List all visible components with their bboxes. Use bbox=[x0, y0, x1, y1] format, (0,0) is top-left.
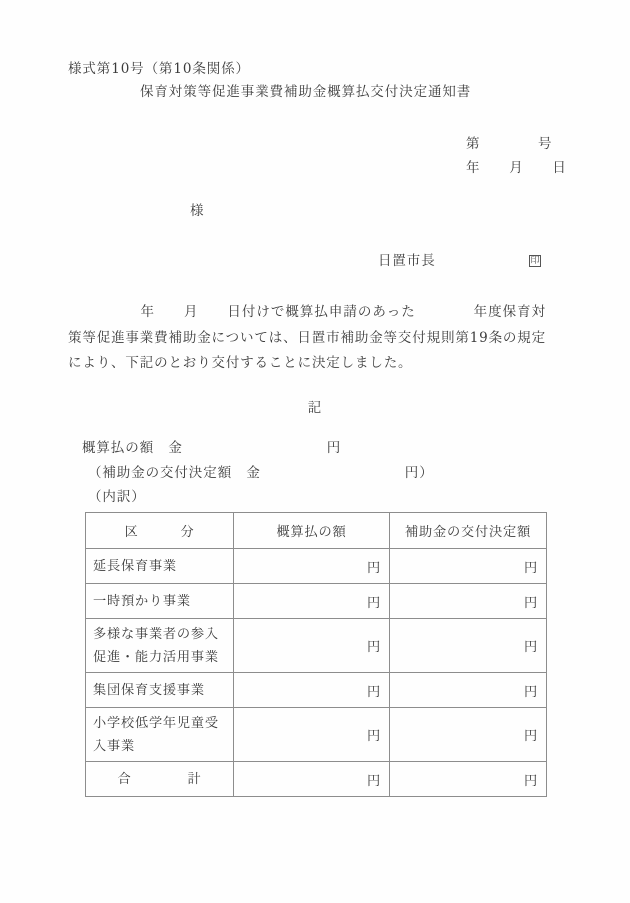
total-label-cell bbox=[86, 762, 234, 797]
document-date-field: 年 月 日 bbox=[466, 160, 567, 176]
total-decision-cell: 円 bbox=[390, 762, 547, 797]
row-category-label-line2: 入事業 bbox=[93, 738, 135, 754]
breakdown-label: （内訳） bbox=[88, 489, 146, 505]
row-estimate-cell: 円 bbox=[234, 673, 390, 708]
table-row bbox=[86, 673, 547, 708]
row-category-label: 集団保育支援事業 bbox=[93, 682, 205, 698]
row-category-label: 多様な事業者の参入 bbox=[93, 626, 219, 642]
issuer-title: 日置市長 bbox=[378, 253, 436, 269]
estimate-amount-line: 概算払の額 金 円 bbox=[82, 440, 342, 456]
column-header-category: 区 分 bbox=[86, 513, 234, 549]
row-estimate-cell: 円 bbox=[234, 584, 390, 619]
column-header-decision: 補助金の交付決定額 bbox=[390, 513, 547, 549]
addressee-honorific: 様 bbox=[190, 203, 205, 219]
total-estimate-cell: 円 bbox=[234, 762, 390, 797]
document-title: 保育対策等促進事業費補助金概算払交付決定通知書 bbox=[140, 84, 472, 100]
table-total-row bbox=[86, 762, 547, 797]
row-decision-cell: 円 bbox=[390, 673, 547, 708]
seal-stamp-icon bbox=[529, 253, 541, 267]
row-category-cell bbox=[86, 549, 234, 584]
table-row bbox=[86, 549, 547, 584]
document-number-field: 第 号 bbox=[466, 136, 553, 152]
row-category-label: 小学校低学年児童受 bbox=[93, 715, 219, 731]
row-decision-cell: 円 bbox=[390, 549, 547, 584]
table-row bbox=[86, 584, 547, 619]
row-category-label: 延長保育事業 bbox=[93, 558, 177, 574]
table-row bbox=[86, 708, 547, 762]
row-decision-cell: 円 bbox=[390, 708, 547, 762]
ki-section-marker: 記 bbox=[307, 400, 323, 416]
form-number-label: 様式第10号（第10条関係） bbox=[68, 61, 250, 77]
table-row bbox=[86, 619, 547, 673]
column-header-estimate: 概算払の額 bbox=[234, 513, 390, 549]
row-decision-cell: 円 bbox=[390, 584, 547, 619]
table-header-row bbox=[86, 513, 547, 549]
row-decision-cell: 円 bbox=[390, 619, 547, 673]
decision-amount-line: （補助金の交付決定額 金 円） bbox=[88, 465, 434, 481]
row-category-cell bbox=[86, 584, 234, 619]
row-category-cell bbox=[86, 708, 234, 762]
total-label: 合 計 bbox=[117, 771, 202, 787]
row-category-cell bbox=[86, 673, 234, 708]
row-category-cell bbox=[86, 619, 234, 673]
breakdown-table bbox=[85, 512, 547, 797]
row-estimate-cell: 円 bbox=[234, 619, 390, 673]
seal-box-glyph: 印 bbox=[530, 256, 540, 266]
body-paragraph: 年 月 日付けで概算払申請のあった 年度保育対策等促進事業費補助金については、日置市補助金等交付規則第19条の規定により、下記のとおり交付することに決定しました。 bbox=[68, 304, 546, 371]
row-category-label: 一時預かり事業 bbox=[93, 593, 191, 609]
row-estimate-cell: 円 bbox=[234, 708, 390, 762]
row-estimate-cell: 円 bbox=[234, 549, 390, 584]
row-category-label-line2: 促進・能力活用事業 bbox=[93, 649, 219, 665]
